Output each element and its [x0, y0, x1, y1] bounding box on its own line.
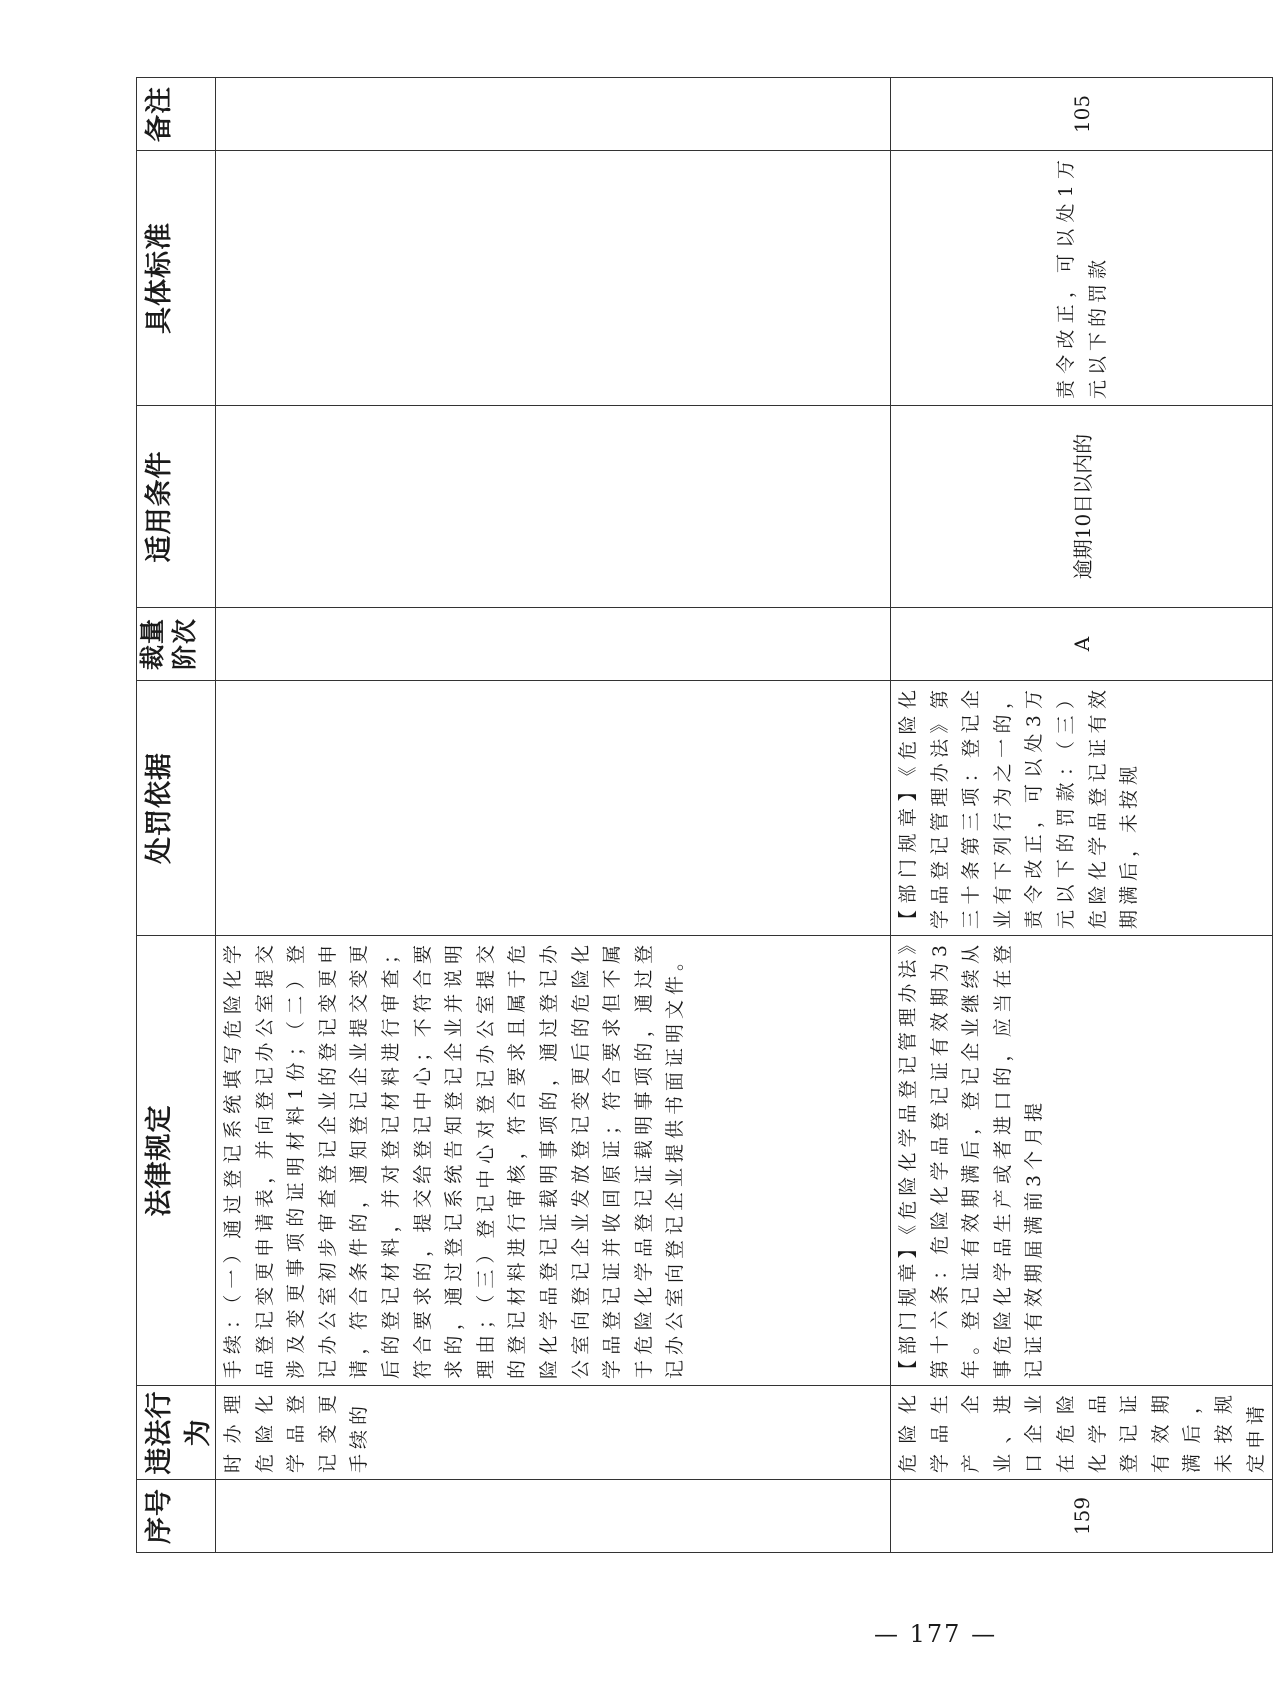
header-basis: 处罚依据 [137, 681, 216, 936]
page-number: — 177 — [874, 1620, 998, 1648]
row159-standard-text: 责令改正，可以处1万元以下的罚款 [1054, 155, 1109, 399]
header-row [137, 78, 216, 1553]
row159-basis-text: 【部门规章】《危险化学品登记管理办法》第三十条第三项：登记企业有下列行为之一的，责令改正，可以处3万元以下的罚款：（三）危险化学品登记证有效期满后，未按规 [897, 685, 1141, 929]
row159-condition: 逾期10日以内的 [891, 406, 1273, 608]
row159-seq: 159 [891, 1480, 1273, 1553]
cont-violation-cell [216, 1386, 891, 1480]
cont-standard-cell [216, 151, 891, 406]
header-law: 法律规定 [137, 936, 216, 1386]
header-standard: 具体标准 [137, 151, 216, 406]
penalty-table [136, 77, 1273, 1553]
row159-violation-cell [891, 1386, 1273, 1480]
cont-violation-text: 时办理危险化学品登记变更手续的 [222, 1390, 371, 1473]
header-violation: 违法行为 [137, 1386, 216, 1480]
row159-basis-cell [891, 681, 1273, 936]
header-seq: 序号 [137, 1480, 216, 1553]
cont-basis-cell [216, 681, 891, 936]
row159-violation-text: 危险化学品生产企业、进口企业在危险化学品登记证有效期满后，未按规定申请 [897, 1390, 1267, 1473]
header-level-line1: 裁量 [138, 618, 167, 671]
cont-law-cell [216, 936, 891, 1386]
cont-level-cell [216, 608, 891, 681]
row159-remark: 105 [891, 78, 1273, 151]
table-row [216, 78, 891, 1553]
cont-law-text: 手续：（一）通过登记系统填写危险化学品登记变更申请表，并向登记办公室提交涉及变更事项的证明材料1份；（二）登记办公室初步审查登记企业的登记变更申请，符合条件的，通知登记企业提交变更后的登记材料，并对登记材料进行审查；符合要求的，提交给登记中心；不符合要求的，通过登记系统告知登记企业并说明理由；（三）登记中心对登记办公室提交的登记材料进行审核，符合要求且属于危险化学品登记证载明事项的，通过登记办公室向登记企业发放登记变更后的危险化学品登记证并收回原证；符合要求但不属于危险化学品登记证载明事项的，通过登记办公室向登记企业提供书面证明文件。 [222, 940, 687, 1379]
cont-condition-cell [216, 406, 891, 608]
row159-law-cell [891, 936, 1273, 1386]
cont-remark-cell [216, 78, 891, 151]
row159-standard-cell [891, 151, 1273, 406]
header-remark: 备注 [137, 78, 216, 151]
table-row [891, 78, 1273, 1553]
row159-law-text: 【部门规章】《危险化学品登记管理办法》第十六条：危险化学品登记证有效期为3年。登记证有效期满后，登记企业继续从事危险化学品生产或者进口的，应当在登记证有效期届满前3个月提 [897, 940, 1046, 1379]
header-level-line2: 阶次 [170, 618, 199, 671]
header-level [137, 608, 216, 681]
header-condition: 适用条件 [137, 406, 216, 608]
cont-seq-cell [216, 1480, 891, 1553]
row159-level: A [891, 608, 1273, 681]
